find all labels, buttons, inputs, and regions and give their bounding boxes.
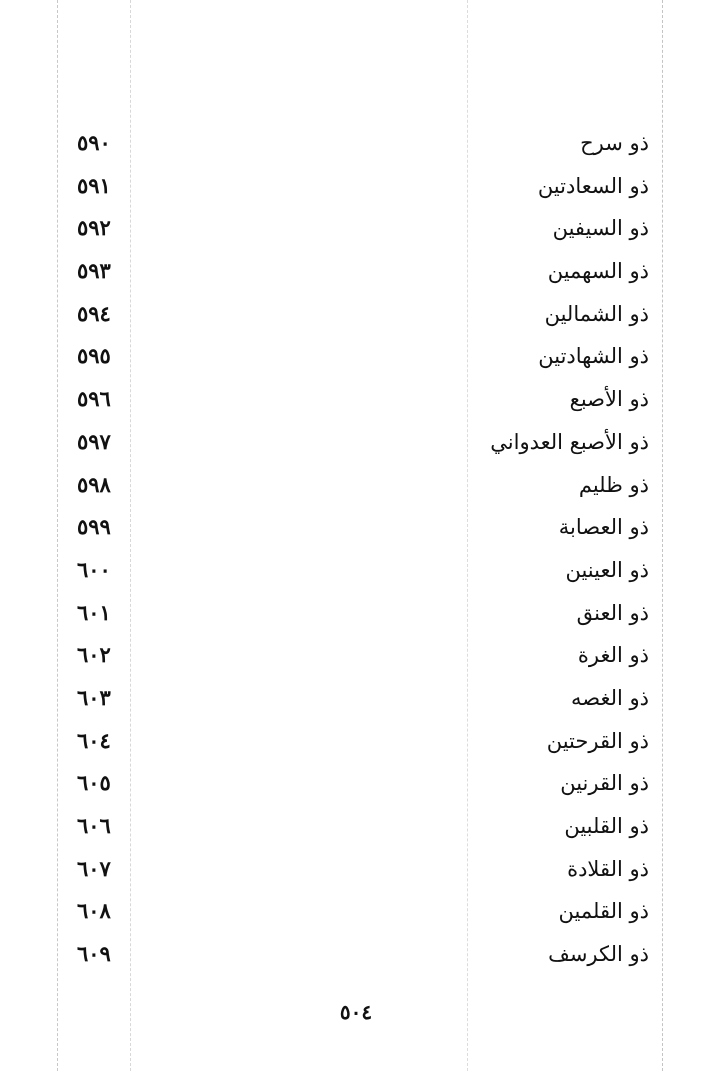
entry-name: ذو الشهادتين [538, 344, 649, 369]
index-entry [0, 378, 723, 421]
entry-name: ذو العصابة [558, 515, 649, 540]
entry-name: ذو القرحتين [546, 728, 649, 753]
index-entry [0, 335, 723, 378]
entry-name: ذو السهمين [547, 259, 649, 284]
entry-name: ذو الأصبع العدواني [490, 429, 649, 454]
index-entry [0, 421, 723, 464]
entry-name: ذو القلمين [558, 899, 649, 924]
entry-name: ذو القلبين [564, 814, 649, 838]
entry-number: ٦٠٧ [77, 855, 111, 881]
index-entry [0, 677, 723, 720]
entry-number: ٥٩١ [77, 172, 111, 198]
entry-number: ٦٠٥ [77, 770, 111, 796]
entry-name: ذو الغرة [577, 643, 649, 668]
entry-name: ذو الأصبع [569, 387, 649, 412]
entry-name: ذو العنق [576, 600, 649, 625]
entry-number: ٦٠٤ [77, 727, 111, 753]
index-entry [0, 207, 723, 250]
index-entry [0, 805, 723, 848]
index-entry [0, 293, 723, 336]
page-number: ٥٠٤ [339, 1000, 373, 1024]
entry-number: ٥٩٤ [77, 300, 111, 326]
entry-number: ٥٩٣ [77, 258, 111, 284]
entry-name: ذو القرنين [560, 771, 649, 796]
index-entry [0, 165, 723, 208]
index-entry [0, 464, 723, 507]
entry-name: ذو الشمالين [544, 301, 649, 326]
entry-number: ٦٠٩ [77, 941, 111, 967]
index-entry [0, 250, 723, 293]
entry-number: ٦٠٣ [77, 684, 111, 710]
entry-name: ذو العينين [565, 557, 649, 582]
index-entry [0, 634, 723, 677]
entry-number: ٥٩٧ [77, 428, 111, 454]
index-entry [0, 506, 723, 549]
entry-number: ٦٠١ [77, 599, 111, 625]
entry-number: ٥٩٠ [77, 130, 111, 155]
index-list [0, 122, 723, 976]
entry-name: ذو الكرسف [548, 942, 649, 967]
index-entry [0, 592, 723, 635]
index-entry [0, 122, 723, 165]
index-entry [0, 933, 723, 976]
entry-name: ذو ظليم [578, 472, 649, 497]
index-entry [0, 549, 723, 592]
index-entry [0, 720, 723, 763]
index-entry [0, 848, 723, 891]
entry-name: ذو السعادتين [537, 173, 649, 198]
entry-number: ٥٩٢ [77, 215, 111, 241]
entry-number: ٥٩٨ [77, 471, 111, 497]
entry-name: ذو السيفين [552, 216, 649, 241]
entry-number: ٥٩٦ [77, 386, 111, 412]
index-entry [0, 890, 723, 933]
entry-name: ذو الغصه [570, 685, 649, 710]
entry-number: ٦٠٠ [77, 556, 111, 582]
entry-number: ٦٠٢ [77, 642, 111, 668]
entry-number: ٦٠٨ [77, 898, 111, 924]
entry-name: ذو سرح [580, 131, 649, 155]
index-entry [0, 762, 723, 805]
entry-number: ٥٩٥ [77, 343, 111, 369]
entry-name: ذو القلادة [567, 856, 649, 881]
entry-number: ٦٠٦ [77, 813, 111, 838]
entry-number: ٥٩٩ [77, 514, 111, 540]
